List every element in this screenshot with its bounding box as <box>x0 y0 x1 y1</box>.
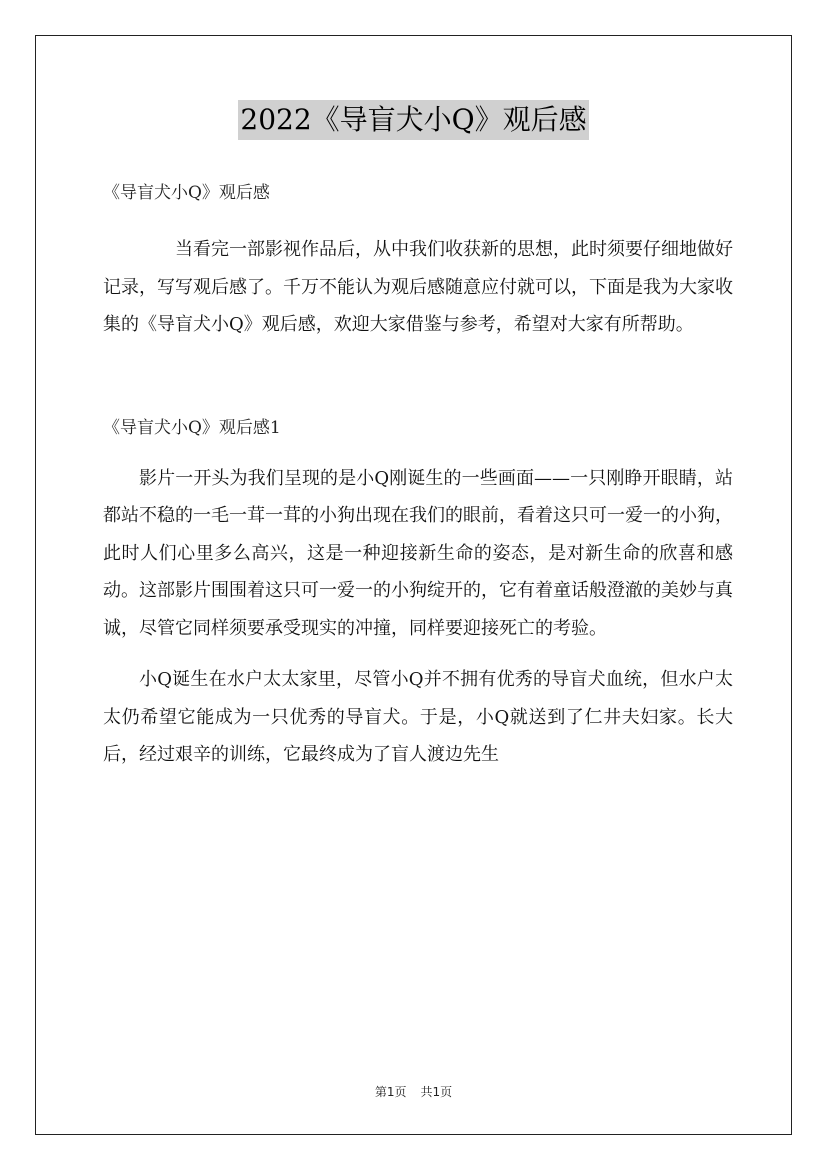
page-number: 第1页 <box>374 1085 407 1099</box>
intro-paragraph: 当看完一部影视作品后，从中我们收获新的思想，此时须要仔细地做好记录，写写观后感了。千万不能认为观后感随意应付就可以，下面是我为大家收集的《导盲犬小Q》观后感，欢迎大家借鉴与参考，希望对大家有所帮助。 <box>103 239 733 335</box>
subheading: 《导盲犬小Q》观后感 <box>103 183 270 203</box>
heading-spacer <box>103 446 733 460</box>
title-container <box>0 100 827 140</box>
document-title: 2022《导盲犬小Q》观后感 <box>238 100 588 140</box>
section-spacer <box>103 344 733 410</box>
body-paragraph: 小Q诞生在水户太太家里，尽管小Q并不拥有优秀的导盲犬血统，但水户太太仍希望它能成为一只优秀的导盲犬。于是，小Q就送到了仁井夫妇家。长大后，经过艰辛的训练，它最终成为了盲人渡边先生 <box>103 669 733 765</box>
page-footer <box>0 1083 827 1100</box>
document-body <box>103 175 733 774</box>
page-total: 共1页 <box>420 1085 453 1099</box>
body-paragraph: 影片一开头为我们呈现的是小Q刚诞生的一些画面——一只刚睁开眼睛，站都站不稳的一毛一茸一茸的小狗出现在我们的眼前，看着这只可一爱一的小狗，此时人们心里多么高兴，这是一种迎接新生命的姿态，是对新生命的欣喜和感动。这部影片围围着这只可一爱一的小狗绽开的，它有着童话般澄澈的美妙与真诚，尽管它同样须要承受现实的冲撞，同样要迎接死亡的考验。 <box>103 467 733 639</box>
paragraph-spacer <box>103 647 733 661</box>
section-heading: 《导盲犬小Q》观后感1 <box>103 417 281 438</box>
